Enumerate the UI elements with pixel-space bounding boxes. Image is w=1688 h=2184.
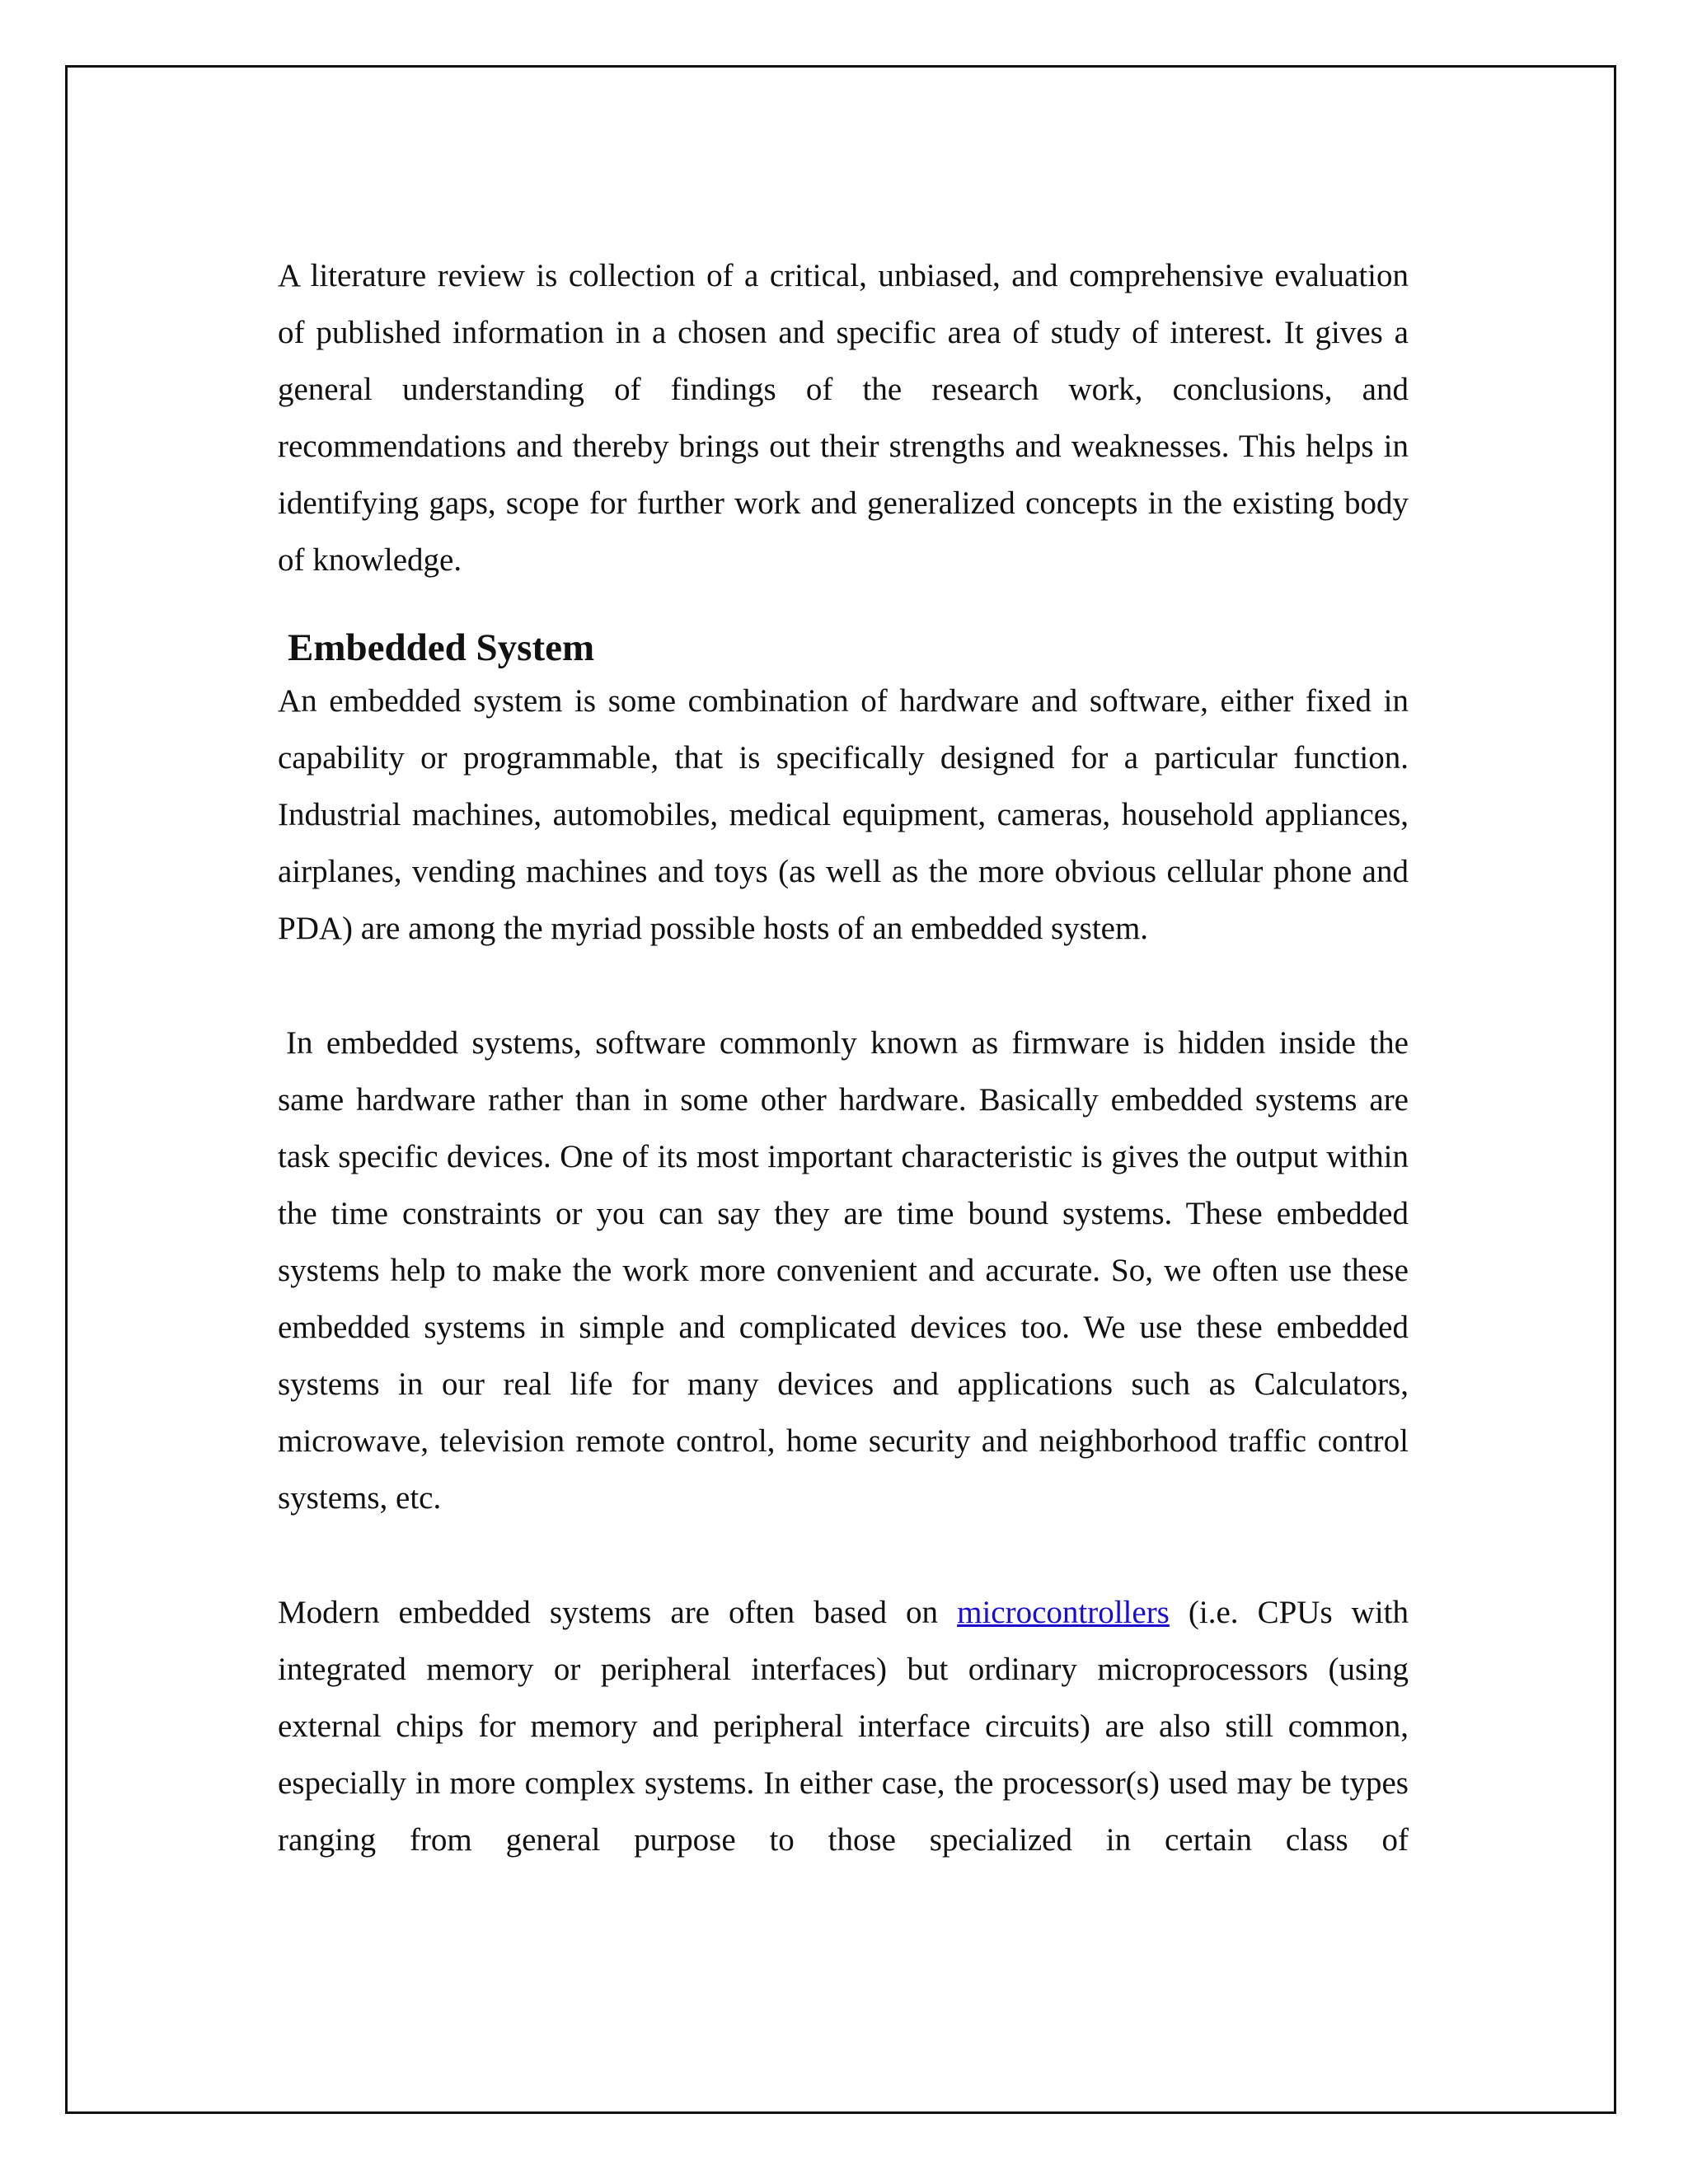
firmware-paragraph: In embedded systems, software commonly known as firmware is hidden inside the same hardware rather than in some other hardware. Basically embedded systems are task specific devices. One of its most important characteristic is gives the output within the time constraints or you can say they are time bound systems. These embedded systems help to make the work more convenient and accurate. So, we often use these embedded systems in simple and complicated devices too. We use these embedded systems in our real life for many devices and applications such as Calculators, microwave, television remote control, home security and neighborhood traffic control systems, etc. bbox=[278, 1025, 1409, 1516]
literature-review-paragraph: A literature review is collection of a critical, unbiased, and comprehensive evaluation of published information in a chosen and specific area of study of interest. It gives a general understanding of findings of the research work, conclusions, and recommendations and thereby brings out their strengths and weaknesses. This helps in identifying gaps, scope for further work and generalized concepts in the existing body of knowledge. bbox=[278, 258, 1409, 578]
embedded-system-definition-paragraph: An embedded system is some combination of hardware and software, either fixed in capability or programmable, that is specifically designed for a particular function. Industrial machines, automobiles, medical equipment, cameras, household appliances, airplanes, vending machines and toys (as well as the more obvious cellular phone and PDA) are among the myriad possible hosts of an embedded system. bbox=[278, 683, 1409, 946]
paragraph-4-continuation-text: (i.e. CPUs with integrated memory or peripheral interfaces) but ordinary microprocessors (using external chips for memory and peripheral interface circuits) are also still common, especially in more complex systems. In either case, the processor(s) used may be types ranging from general purpose to those specialized in certain class of bbox=[278, 1595, 1409, 1858]
microcontrollers-link[interactable]: microcontrollers bbox=[957, 1595, 1170, 1630]
microcontrollers-paragraph bbox=[278, 1584, 1409, 1868]
embedded-system-heading: Embedded System bbox=[288, 626, 595, 669]
document-body bbox=[278, 247, 1409, 1868]
paragraph-4-intro-text: Modern embedded systems are often based on bbox=[278, 1595, 958, 1630]
